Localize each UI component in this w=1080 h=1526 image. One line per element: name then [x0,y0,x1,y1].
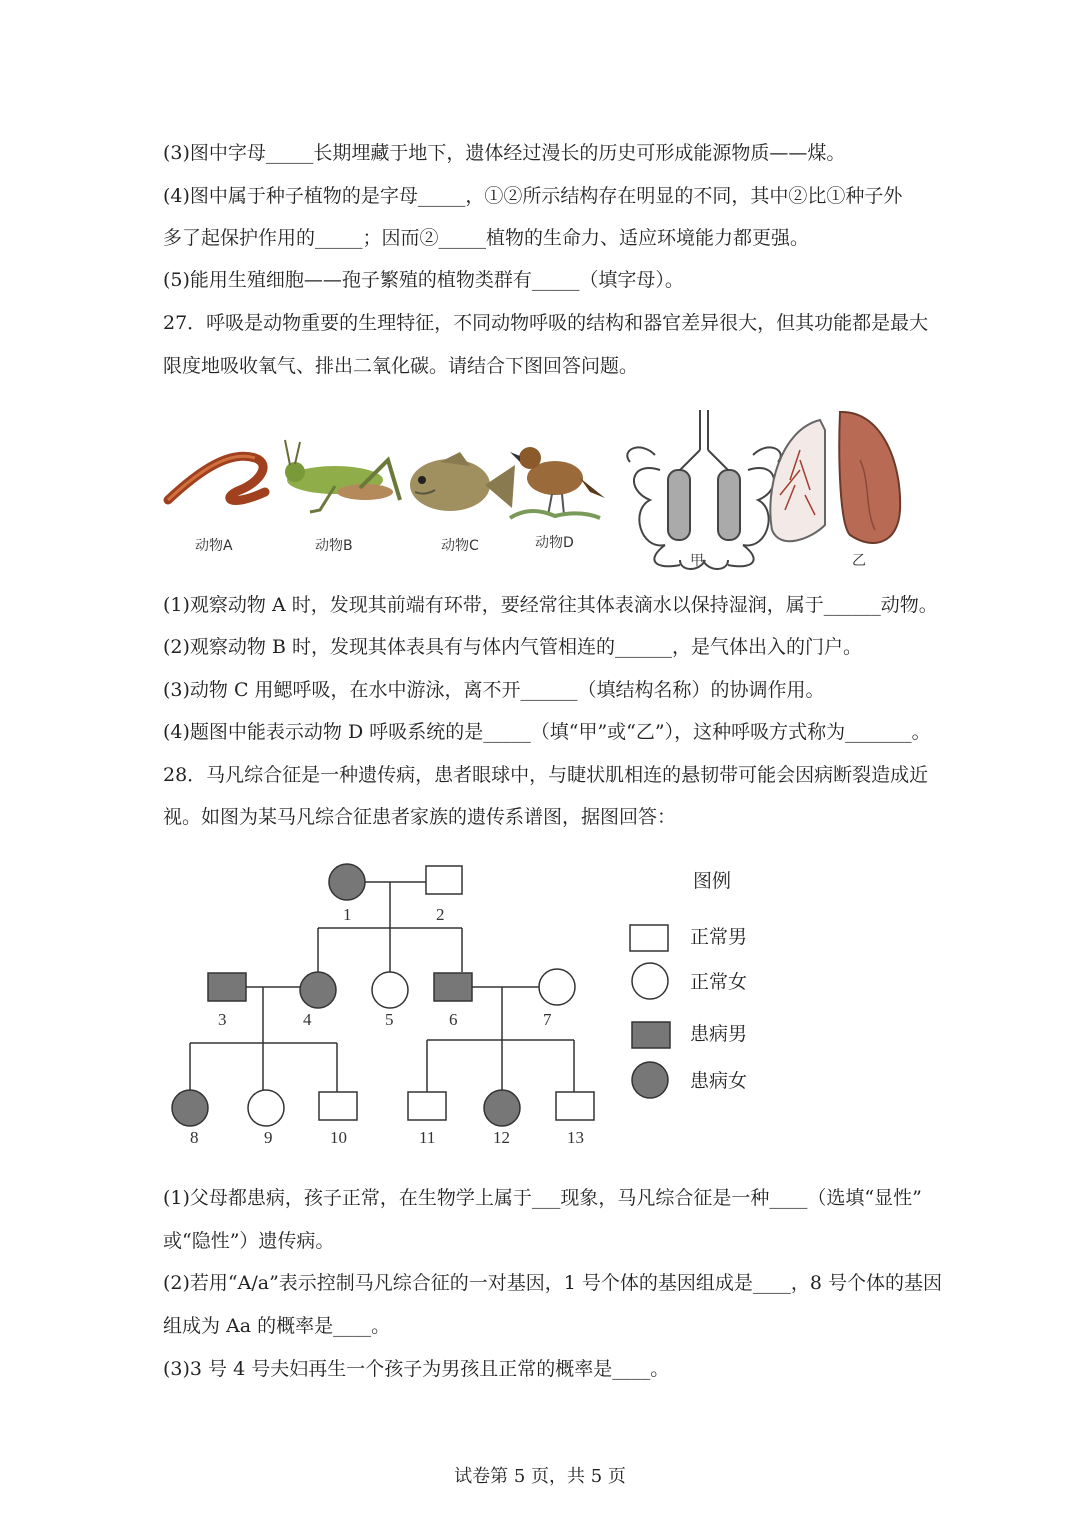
number-3: 3 [218,1010,227,1029]
legend-normal-female: 正常女 [690,971,748,993]
legend-affected-female: 患病女 [690,1070,748,1092]
number-5: 5 [385,1010,394,1029]
number-12: 12 [493,1128,510,1147]
legend-affected-female-symbol [632,1062,668,1098]
number-9: 9 [264,1128,273,1147]
q27-stem-line1: 27．呼吸是动物重要的生理特征，不同动物呼吸的结构和器官差异很大，但其功能都是最大 [163,312,929,334]
individual-7 [539,969,575,1005]
q26-item4-line2: 多了起保护作用的_____；因而②_____植物的生命力、适应环境能力都更强。 [163,227,810,249]
q26-item4-line1: (4)图中属于种子植物的是字母_____，①②所示结构存在明显的不同，其中②比①种子外 [163,185,903,207]
q26-item5: (5)能用生殖细胞——孢子繁殖的植物类群有_____（填字母）。 [163,269,684,291]
label-animal-a: 动物A [195,538,233,554]
individual-6 [434,973,472,1001]
individual-1 [329,864,365,900]
q28-stem-line1: 28．马凡综合征是一种遗传病，患者眼球中，与睫状肌相连的悬韧带可能会因病断裂造成近 [163,764,929,786]
label-jia: 甲 [690,553,704,569]
page-footer: 试卷第 5 页，共 5 页 [454,1466,626,1487]
bird-lung-diagram [627,410,780,569]
q27-item2: (2)观察动物 B 时，发现其体表具有与体内气管相连的______，是气体出入的门户。 [163,636,862,658]
label-yi: 乙 [852,553,866,569]
number-4: 4 [303,1010,312,1029]
animal-figure [160,400,920,580]
label-animal-c: 动物C [441,538,479,554]
q27-item4: (4)题图中能表示动物 D 呼吸系统的是_____（填“甲”或“乙”），这种呼吸方式称为_______。 [163,721,931,743]
individual-2 [426,866,462,894]
individual-12 [484,1090,520,1126]
legend-title: 图例 [693,870,732,892]
q28-item3: (3)3 号 4 号夫妇再生一个孩子为男孩且正常的概率是____。 [163,1358,670,1380]
earthworm-image [168,456,265,500]
individual-10 [319,1092,357,1120]
number-6: 6 [449,1010,458,1029]
individual-4 [300,972,336,1008]
q28-item1-line2: 或“隐性”）遗传病。 [163,1230,335,1252]
individual-8 [172,1090,208,1126]
individual-9 [248,1090,284,1126]
individual-5 [372,972,408,1008]
q28-item2-line1: (2)若用“A/a”表示控制马凡综合征的一对基因，1 号个体的基因组成是____，8 号个体的基因 [163,1272,943,1294]
q27-stem-line2: 限度地吸收氧气、排出二氧化碳。请结合下图回答问题。 [163,355,639,377]
legend-normal-female-symbol [632,963,668,999]
fish-image [410,452,515,511]
number-8: 8 [190,1128,199,1147]
legend-normal-male-symbol [630,925,668,951]
individual-11 [408,1092,446,1120]
pedigree-legend [630,870,747,1098]
label-animal-d: 动物D [535,535,574,551]
q28-item2-line2: 组成为 Aa 的概率是____。 [163,1315,391,1337]
q26-item3: (3)图中字母_____长期埋藏于地下，遗体经过漫长的历史可形成能源物质——煤。 [163,142,846,164]
number-7: 7 [543,1010,552,1029]
pedigree-chart [150,850,930,1160]
individual-13 [556,1092,594,1120]
label-animal-b: 动物B [315,538,353,554]
q28-stem-line2: 视。如图为某马凡综合征患者家族的遗传系谱图，据图回答： [163,806,677,828]
legend-affected-male: 患病男 [690,1023,748,1045]
number-11: 11 [419,1128,436,1147]
legend-affected-male-symbol [632,1022,670,1048]
q27-item3: (3)动物 C 用鳃呼吸，在水中游泳，离不开______（填结构名称）的协调作用。 [163,679,825,701]
grasshopper-image [285,440,400,512]
individual-3 [208,973,246,1001]
number-10: 10 [330,1128,347,1147]
legend-normal-male: 正常男 [690,926,748,948]
number-2: 2 [436,905,445,924]
number-13: 13 [567,1128,584,1147]
q28-item1-line1: (1)父母都患病，孩子正常，在生物学上属于___现象，马凡综合征是一种____（选填“显性” [163,1187,922,1209]
human-lung-diagram [770,412,900,543]
bird-image [510,447,605,518]
q27-item1: (1)观察动物 A 时，发现其前端有环带，要经常往其体表滴水以保持湿润，属于______动物。 [163,594,938,616]
number-1: 1 [343,905,352,924]
